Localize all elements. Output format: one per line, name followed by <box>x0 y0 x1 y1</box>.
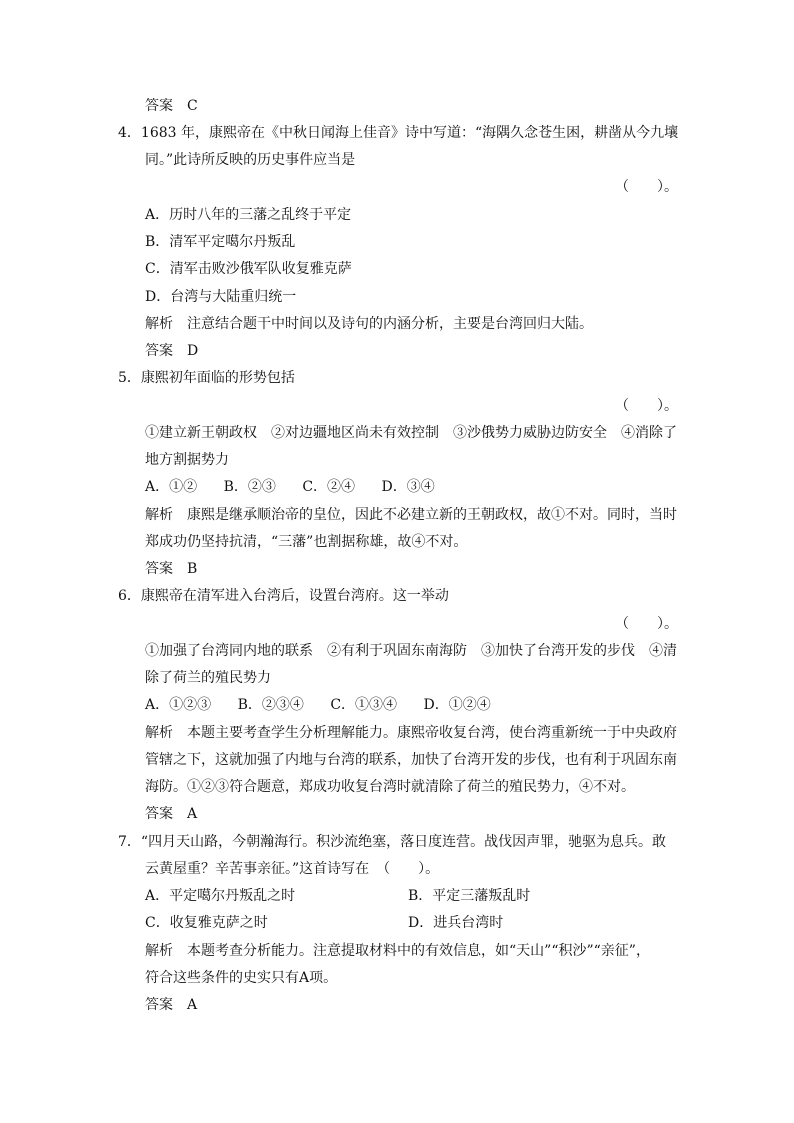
q5-answer: 答案 B <box>145 561 198 577</box>
q7-answer: 答案 A <box>145 997 198 1013</box>
q4-answer: 答案 D <box>145 343 199 359</box>
q5-analysis-line1: 解析 康熙是继承顺治帝的皇位，因此不必建立新的王朝政权，故①不对。同时，当时 <box>145 507 677 523</box>
q6-option-a: A．①②③ <box>145 697 212 713</box>
q5-option-a: A．①② <box>145 479 198 495</box>
q6-analysis-line1: 解析 本题主要考查学生分析理解能力。康熙帝收复台湾，使台湾重新统一于中央政府 <box>145 725 677 741</box>
q5-items-line1: ①建立新王朝政权 ②对边疆地区尚未有效控制 ③沙俄势力威胁边防安全 ④消除了 <box>145 425 677 441</box>
q5-option-c: C．②④ <box>302 479 356 495</box>
q6-items-line2: 除了荷兰的殖民势力 <box>145 670 271 686</box>
q5-stem: 5．康熙初年面临的形势包括 <box>118 370 295 386</box>
q7-analysis-line2: 符合这些条件的史实只有A项。 <box>145 970 338 986</box>
q4-option-b: B．清军平定噶尔丹叛乱 <box>145 234 296 250</box>
q6-option-d: D．①②④ <box>423 697 491 713</box>
q6-option-c: C．①③④ <box>330 697 398 713</box>
q6-answer: 答案 A <box>145 806 198 822</box>
q7-option-d: D．进兵台湾时 <box>408 915 504 931</box>
q6-answer-paren: （ ）。 <box>615 616 678 632</box>
q5-answer-paren: （ ）。 <box>615 398 678 414</box>
q5-analysis-line2: 郑成功仍坚持抗清，“三藩”也割据称雄，故④不对。 <box>145 534 468 550</box>
q7-option-c: C．收复雅克萨之时 <box>145 915 268 931</box>
q6-analysis-line2: 管辖之下，这就加强了内地与台湾的联系，加快了台湾开发的步伐，也有利于巩固东南 <box>145 752 677 768</box>
q7-stem-line2: 云黄屋重？辛苦事亲征。”这首诗写在 （ ）。 <box>145 861 440 877</box>
q4-option-d: D．台湾与大陆重归统一 <box>145 289 297 305</box>
q4-stem-line2: 同。”此诗所反映的历史事件应当是 <box>145 152 356 168</box>
q4-stem-line1: 4．1683 年，康熙帝在《中秋日闻海上佳音》诗中写道：“海隅久念苍生困，耕凿从今九壤 <box>118 125 679 141</box>
q5-options <box>145 478 457 496</box>
q4-analysis: 解析 注意结合题干中时间以及诗句的内涵分析，主要是台湾回归大陆。 <box>145 316 593 332</box>
q4-option-a: A．历时八年的三藩之乱终于平定 <box>145 207 352 223</box>
q7-stem-line1: 7．“四月天山路，今朝瀚海行。积沙流绝塞，落日度连营。战伐因声罪，驰驱为息兵。敢 <box>118 834 667 850</box>
q3-answer: 答案 C <box>145 98 198 114</box>
q7-option-b: B．平定三藩叛乱时 <box>408 888 531 904</box>
q6-options <box>145 696 513 714</box>
q4-option-c: C．清军击败沙俄军队收复雅克萨 <box>145 261 352 277</box>
q7-analysis-line1: 解析 本题考查分析能力。注意提取材料中的有效信息，如“天山”“积沙”“亲征”， <box>145 943 650 959</box>
q7-option-a: A．平定噶尔丹叛乱之时 <box>145 888 296 904</box>
q6-stem: 6．康熙帝在清军进入台湾后，设置台湾府。这一举动 <box>118 588 449 604</box>
q6-analysis-line3: 海防。①②③符合题意，郑成功收复台湾时就清除了荷兰的殖民势力，④不对。 <box>145 779 635 795</box>
q6-items-line1: ①加强了台湾同内地的联系 ②有利于巩固东南海防 ③加快了台湾开发的步伐 ④清 <box>145 643 677 659</box>
q5-option-d: D．③④ <box>381 479 435 495</box>
q5-option-b: B．②③ <box>223 479 276 495</box>
q6-option-b: B．②③④ <box>237 697 304 713</box>
q4-answer-paren: （ ）。 <box>615 179 678 195</box>
q5-items-line2: 地方割据势力 <box>145 452 229 468</box>
